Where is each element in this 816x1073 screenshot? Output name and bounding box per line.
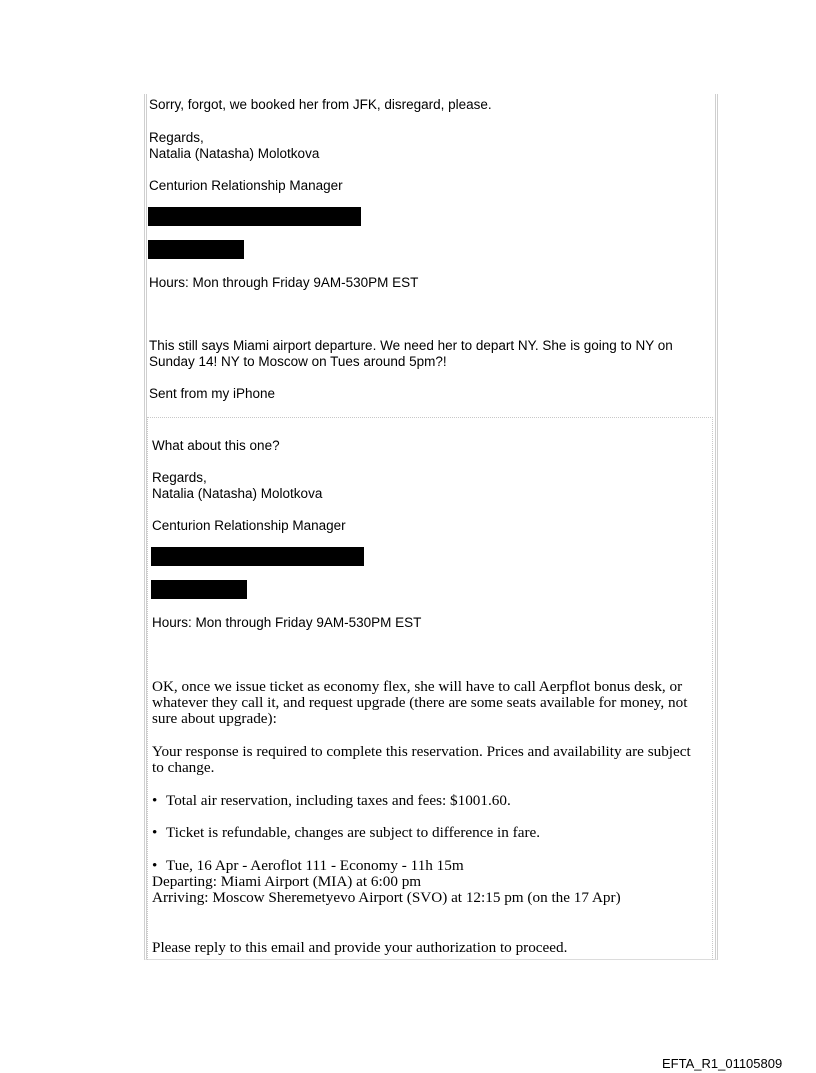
upgrade-paragraph: OK, once we issue ticket as economy flex, she will have to call Aerpflot bonus desk, or whatever they call it, and request upgrade (there are some seats available for money, not sure about upgrade): (152, 678, 688, 727)
redaction-bar (148, 240, 244, 259)
redaction-bar (148, 207, 361, 226)
refund-text: Ticket is refundable, changes are subject to difference in fare. (166, 824, 541, 841)
response-required-text: Your response is required to complete this reservation. Prices and availability are subject to change. (152, 743, 691, 776)
office-hours: Hours: Mon through Friday 9AM-530PM EST (149, 275, 419, 290)
bullet-glyph: • (152, 824, 158, 841)
arriving-text: Arriving: Moscow Sheremetyevo Airport (SVO) at 12:15 pm (on the 17 Apr) (152, 889, 621, 906)
regards-text: Regards, (149, 130, 204, 145)
sender-title: Centurion Relationship Manager (152, 518, 346, 533)
total-price-item (152, 793, 511, 809)
reply-text: This still says Miami airport departure. We need her to depart NY. She is going to NY on Sunday 14! NY to Moscow on Tues around 5pm?! (149, 338, 673, 369)
bullet-glyph: • (152, 792, 158, 809)
flight-text: Tue, 16 Apr - Aeroflot 111 - Economy - 11h 15m (166, 857, 464, 874)
flight-item (152, 858, 464, 874)
regards-text: Regards, (152, 470, 207, 485)
sender-name: Natalia (Natasha) Molotkova (152, 486, 323, 501)
iphone-signature: Sent from my iPhone (149, 386, 276, 401)
bullet-glyph: • (152, 857, 158, 874)
refund-item (152, 825, 540, 841)
redaction-bar (151, 580, 247, 599)
quoted-question: What about this one? (152, 438, 280, 453)
sender-name: Natalia (Natasha) Molotkova (149, 146, 320, 161)
message-line: Sorry, forgot, we booked her from JFK, disregard, please. (149, 97, 492, 112)
redaction-bar (151, 547, 364, 566)
closing-text: Please reply to this email and provide your authorization to proceed. (152, 939, 568, 956)
total-price-text: Total air reservation, including taxes and fees: $1001.60. (166, 792, 511, 809)
office-hours: Hours: Mon through Friday 9AM-530PM EST (152, 615, 422, 630)
sender-title: Centurion Relationship Manager (149, 178, 343, 193)
departing-text: Departing: Miami Airport (MIA) at 6:00 pm (152, 873, 422, 890)
document-id: EFTA_R1_01105809 (662, 1056, 783, 1071)
